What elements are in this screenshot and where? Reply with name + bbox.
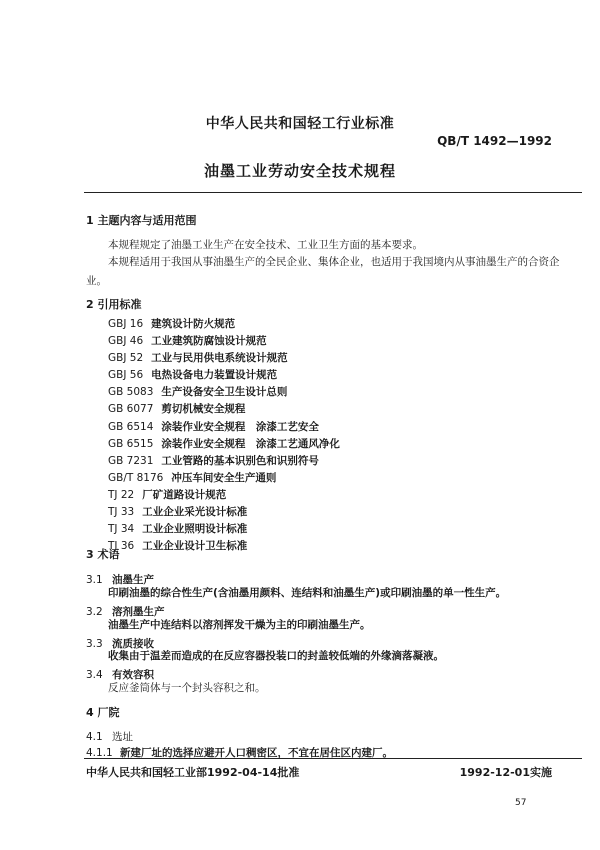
standard-number: QB/T 1492—1992	[437, 134, 552, 148]
reference-code: GBJ 16	[108, 318, 144, 330]
reference-code: TJ 34	[108, 523, 135, 536]
reference-title: 工业建筑防腐蚀设计规范	[151, 335, 267, 348]
reference-item	[108, 504, 340, 521]
footer-divider	[84, 758, 582, 759]
reference-code: GB 6515	[108, 437, 154, 450]
reference-code: GB/T 8176	[108, 471, 164, 484]
reference-item	[108, 470, 340, 487]
reference-title: 工业企业设计卫生标准	[142, 540, 248, 553]
reference-list	[108, 316, 340, 555]
approval-line: 中华人民共和国轻工业部1992-04-14批准	[86, 766, 300, 779]
effective-date: 1992-12-01实施	[459, 766, 552, 779]
section-2-heading: 2 引用标准	[86, 298, 142, 311]
reference-item	[108, 419, 340, 436]
term-description: 收集由于温差而造成的在反应容器投装口的封盖较低端的外缘滴落凝液。	[108, 650, 444, 662]
term-title: 溶剂墨生产	[112, 606, 165, 618]
reference-title: 工业与民用供电系统设计规范	[151, 352, 288, 365]
section-1-paragraph-1: 本规程规定了油墨工业生产在安全技术、工业卫生方面的基本要求。	[108, 239, 423, 251]
term-number: 3.1	[86, 574, 103, 586]
subsection-title: 选址	[112, 731, 133, 743]
term-title: 流质接收	[112, 638, 154, 650]
section-4-heading: 4 厂院	[86, 706, 120, 719]
reference-code: GBJ 52	[108, 352, 144, 365]
clause-text: 新建厂址的选择应避开人口稠密区，不宜在居住区内建厂。	[120, 747, 393, 759]
term-description: 反应釜筒体与一个封头容积之和。	[108, 682, 266, 694]
section-3-heading: 3 术语	[86, 548, 120, 561]
reference-item	[108, 487, 340, 504]
reference-title: 涂装作业安全规程 涂漆工艺安全	[161, 420, 319, 433]
reference-item	[108, 401, 340, 418]
document-title: 油墨工业劳动安全技术规程	[203, 162, 396, 180]
reference-title: 生产设备安全卫生设计总则	[161, 386, 288, 399]
subsection-number: 4.1	[86, 731, 103, 743]
reference-code: TJ 36	[108, 540, 135, 553]
header-divider	[84, 192, 582, 193]
term-number: 3.2	[86, 606, 103, 618]
reference-title: 建筑设计防火规范	[151, 318, 236, 330]
standard-organization: 中华人民共和国轻工行业标准	[205, 116, 395, 132]
reference-title: 剪切机械安全规程	[161, 403, 246, 416]
reference-title: 涂装作业安全规程 涂漆工艺通风净化	[161, 437, 340, 450]
term-number: 3.3	[86, 638, 103, 650]
section-1-heading: 1 主题内容与适用范围	[86, 214, 197, 227]
reference-title: 工业企业照明设计标准	[142, 523, 248, 536]
reference-title: 厂矿道路设计规范	[142, 488, 227, 501]
reference-code: GBJ 46	[108, 335, 144, 348]
term-title: 有效容积	[112, 669, 154, 681]
reference-title: 冲压车间安全生产通则	[171, 471, 277, 484]
reference-code: GB 6077	[108, 403, 154, 416]
term-description: 油墨生产中连结料以溶剂挥发干燥为主的印刷油墨生产。	[108, 619, 371, 631]
reference-title: 电热设备电力装置设计规范	[151, 369, 278, 382]
reference-item	[108, 316, 340, 333]
reference-item	[108, 453, 340, 470]
reference-item	[108, 333, 340, 350]
reference-code: GB 6514	[108, 420, 154, 433]
reference-title: 工业企业采光设计标准	[142, 506, 248, 519]
term-description: 印刷油墨的综合性生产(含油墨用颜料、连结料和油墨生产)或印刷油墨的单一性生产。	[108, 587, 507, 599]
reference-item	[108, 436, 340, 453]
reference-item	[108, 521, 340, 538]
clause-number: 4.1.1	[86, 747, 113, 759]
reference-code: TJ 22	[108, 488, 135, 501]
page-number: 57	[515, 798, 527, 808]
reference-title: 工业管路的基本识别色和识别符号	[161, 454, 319, 467]
term-number: 3.4	[86, 669, 103, 681]
reference-item	[108, 350, 340, 367]
section-1-paragraph-2: 本规程适用于我国从事油墨生产的全民企业、集体企业，也适用于我国境内从事油墨生产的合资企业。	[86, 256, 560, 287]
reference-item	[108, 367, 340, 384]
reference-code: GBJ 56	[108, 369, 144, 382]
reference-code: GB 5083	[108, 386, 154, 399]
reference-code: GB 7231	[108, 454, 154, 467]
reference-code: TJ 33	[108, 506, 135, 519]
term-title: 油墨生产	[112, 574, 154, 586]
reference-item	[108, 538, 340, 555]
reference-item	[108, 384, 340, 401]
